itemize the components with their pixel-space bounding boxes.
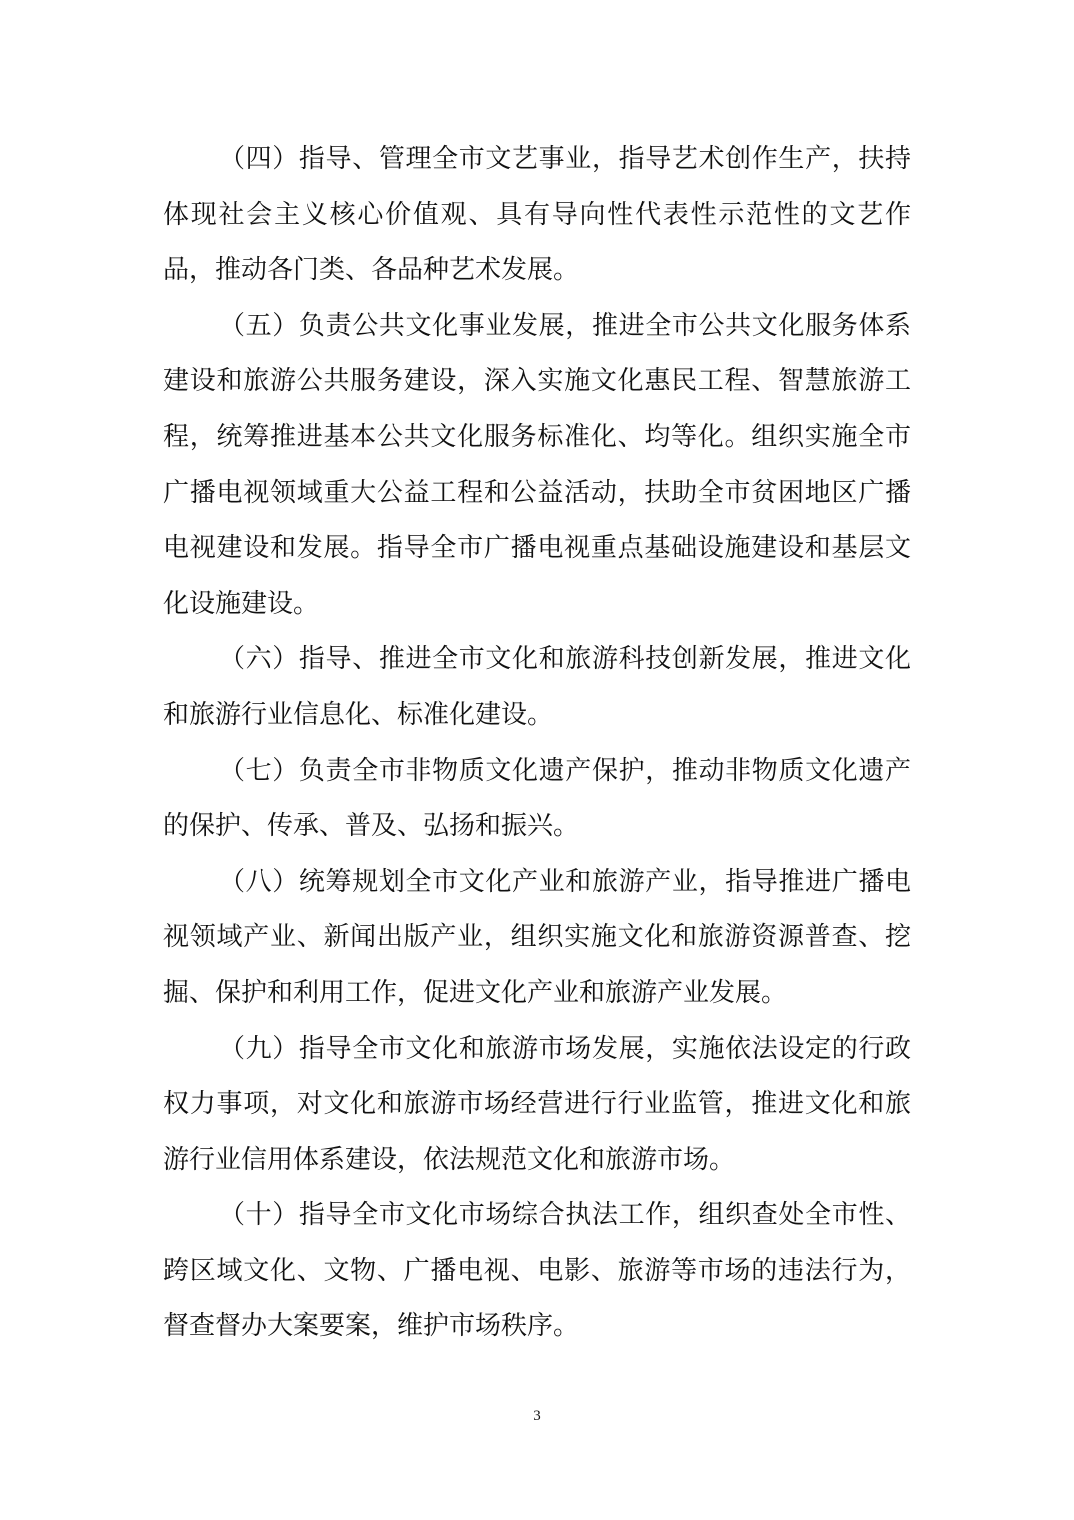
paragraph-line: （九）指导全市文化和旅游市场发展，实施依法设定的行政 [219, 1033, 911, 1064]
paragraph-line: 品，推动各门类、各品种艺术发展。 [163, 255, 580, 286]
paragraph-line: （十）指导全市文化市场综合执法工作，组织查处全市性、 [219, 1200, 911, 1231]
paragraph-line: 督查督办大案要案，维护市场秩序。 [163, 1311, 580, 1342]
paragraph [163, 1022, 911, 1189]
paragraph-line: 权力事项，对文化和旅游市场经营进行行业监管，推进文化和旅 [163, 1089, 911, 1120]
paragraph [163, 744, 911, 855]
paragraph-line: 体现社会主义核心价值观、具有导向性代表性示范性的文艺作 [163, 199, 911, 230]
paragraph-line: 游行业信用体系建设，依法规范文化和旅游市场。 [163, 1144, 736, 1175]
paragraph-line: 的保护、传承、普及、弘扬和振兴。 [163, 811, 580, 842]
paragraph-line: 视领域产业、新闻出版产业，组织实施文化和旅游资源普查、挖 [163, 922, 911, 953]
document-body [163, 132, 911, 1355]
paragraph-line: 化设施建设。 [163, 588, 320, 619]
paragraph-line: （七）负责全市非物质文化遗产保护，推动非物质文化遗产 [219, 755, 911, 786]
paragraph-line: 电视建设和发展。指导全市广播电视重点基础设施建设和基层文 [163, 533, 911, 564]
paragraph-line: （八）统筹规划全市文化产业和旅游产业，指导推进广播电 [219, 866, 911, 897]
paragraph-line: 广播电视领域重大公益工程和公益活动，扶助全市贫困地区广播 [163, 477, 911, 508]
paragraph-line: 跨区域文化、文物、广播电视、电影、旅游等市场的违法行为， [163, 1255, 911, 1286]
paragraph-line: 掘、保护和利用工作，促进文化产业和旅游产业发展。 [163, 977, 788, 1008]
paragraph [163, 632, 911, 743]
paragraph [163, 855, 911, 1022]
paragraph-line: 程，统筹推进基本公共文化服务标准化、均等化。组织实施全市 [163, 421, 911, 452]
paragraph-line: 建设和旅游公共服务建设，深入实施文化惠民工程、智慧旅游工 [163, 366, 911, 397]
paragraph [163, 299, 911, 633]
paragraph [163, 1188, 911, 1355]
paragraph [163, 132, 911, 299]
paragraph-line: （五）负责公共文化事业发展，推进全市公共文化服务体系 [219, 310, 911, 341]
paragraph-line: （四）指导、管理全市文艺事业，指导艺术创作生产，扶持 [219, 144, 911, 174]
paragraph-line: 和旅游行业信息化、标准化建设。 [163, 699, 554, 730]
page-number: 3 [533, 1408, 541, 1424]
paragraph-line: （六）指导、推进全市文化和旅游科技创新发展，推进文化 [219, 644, 911, 675]
